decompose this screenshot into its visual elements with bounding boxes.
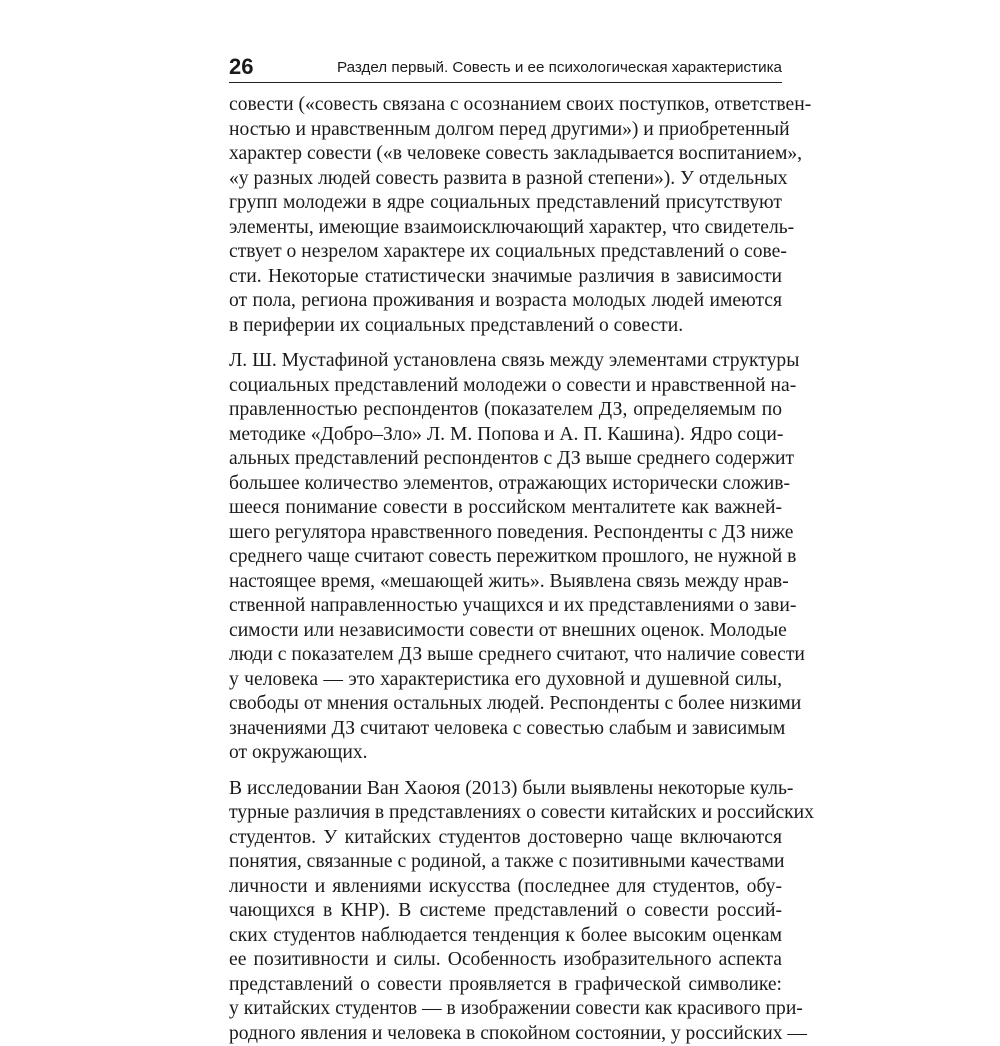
- text-line: ее позитивности и силы. Особенность изобразительного аспекта: [229, 948, 782, 973]
- text-line: личности и явлениями искусства (последнее для студентов, обу-: [229, 875, 782, 900]
- text-line: симости или независимости совести от внешних оценок. Молодые: [229, 619, 782, 644]
- text-line: шееся понимание совести в российском менталитете как важней-: [229, 496, 782, 521]
- text-line: В исследовании Ван Хаоюя (2013) были выявлены некоторые куль-: [229, 777, 782, 802]
- text-line: большее количество элементов, отражающих исторически сложив-: [229, 472, 782, 497]
- text-line: шего регулятора нравственного поведения. Респонденты с ДЗ ниже: [229, 521, 782, 546]
- text-line: характер совести («в человеке совесть закладывается воспитанием»,: [229, 142, 782, 167]
- text-line: методике «Добро–Зло» Л. М. Попова и А. П. Кашина). Ядро соци-: [229, 423, 782, 448]
- text-line: ностью и нравственным долгом перед другими») и приобретенный: [229, 118, 782, 143]
- paragraph-1: [229, 93, 782, 338]
- text-line: у человека — это характеристика его духовной и душевной силы,: [229, 668, 782, 693]
- text-line: совести («совесть связана с осознанием своих поступков, ответствен-: [229, 93, 782, 118]
- text-line: в периферии их социальных представлений о совести.: [229, 314, 782, 339]
- page-number: 26: [229, 55, 253, 82]
- text-line: Л. Ш. Мустафиной установлена связь между элементами структуры: [229, 349, 782, 374]
- body-text: [229, 93, 782, 1046]
- text-line: элементы, имеющие взаимоисключающий характер, что свидетель-: [229, 216, 782, 241]
- text-line: «у разных людей совесть развита в разной степени»). У отдельных: [229, 167, 782, 192]
- text-line: значениями ДЗ считают человека с совестью слабым и зависимым: [229, 717, 782, 742]
- text-line: ских студентов наблюдается тенденция к более высоким оценкам: [229, 924, 782, 949]
- text-line: среднего чаще считают совесть пережитком прошлого, не нужной в: [229, 545, 782, 570]
- text-line: чающихся в КНР). В системе представлений о совести россий-: [229, 899, 782, 924]
- text-line: студентов. У китайских студентов достоверно чаще включаются: [229, 826, 782, 851]
- text-line: турные различия в представлениях о совести китайских и российских: [229, 801, 782, 826]
- text-line: ствует о незрелом характере их социальных представлений о сове-: [229, 240, 782, 265]
- text-line: свободы от мнения остальных людей. Респонденты с более низкими: [229, 692, 782, 717]
- text-line: от пола, региона проживания и возраста молодых людей имеются: [229, 289, 782, 314]
- text-line: ственной направленностью учащихся и их представлениями о зави-: [229, 594, 782, 619]
- text-line: социальных представлений молодежи о совести и нравственной на-: [229, 374, 782, 399]
- running-header: [229, 52, 782, 83]
- book-page: [229, 52, 782, 1046]
- text-line: понятия, связанные с родиной, а также с позитивными качествами: [229, 850, 782, 875]
- text-line: люди с показателем ДЗ выше среднего считают, что наличие совести: [229, 643, 782, 668]
- text-line: у китайских студентов — в изображении совести как красивого при-: [229, 997, 782, 1022]
- text-line: групп молодежи в ядре социальных представлений присутствуют: [229, 191, 782, 216]
- text-line: альных представлений респондентов с ДЗ выше среднего содержит: [229, 447, 782, 472]
- paragraph-3: [229, 777, 782, 1046]
- text-line: сти. Некоторые статистически значимые различия в зависимости: [229, 265, 782, 290]
- text-line: родного явления и человека в спокойном состоянии, у российских —: [229, 1022, 782, 1046]
- text-line: настоящее время, «мешающей жить». Выявлена связь между нрав-: [229, 570, 782, 595]
- text-line: представлений о совести проявляется в графической символике:: [229, 973, 782, 998]
- section-title: Раздел первый. Совесть и ее психологическая характеристика: [337, 59, 782, 82]
- paragraph-2: [229, 349, 782, 766]
- text-line: от окружающих.: [229, 741, 782, 766]
- text-line: правленностью респондентов (показателем ДЗ, определяемым по: [229, 398, 782, 423]
